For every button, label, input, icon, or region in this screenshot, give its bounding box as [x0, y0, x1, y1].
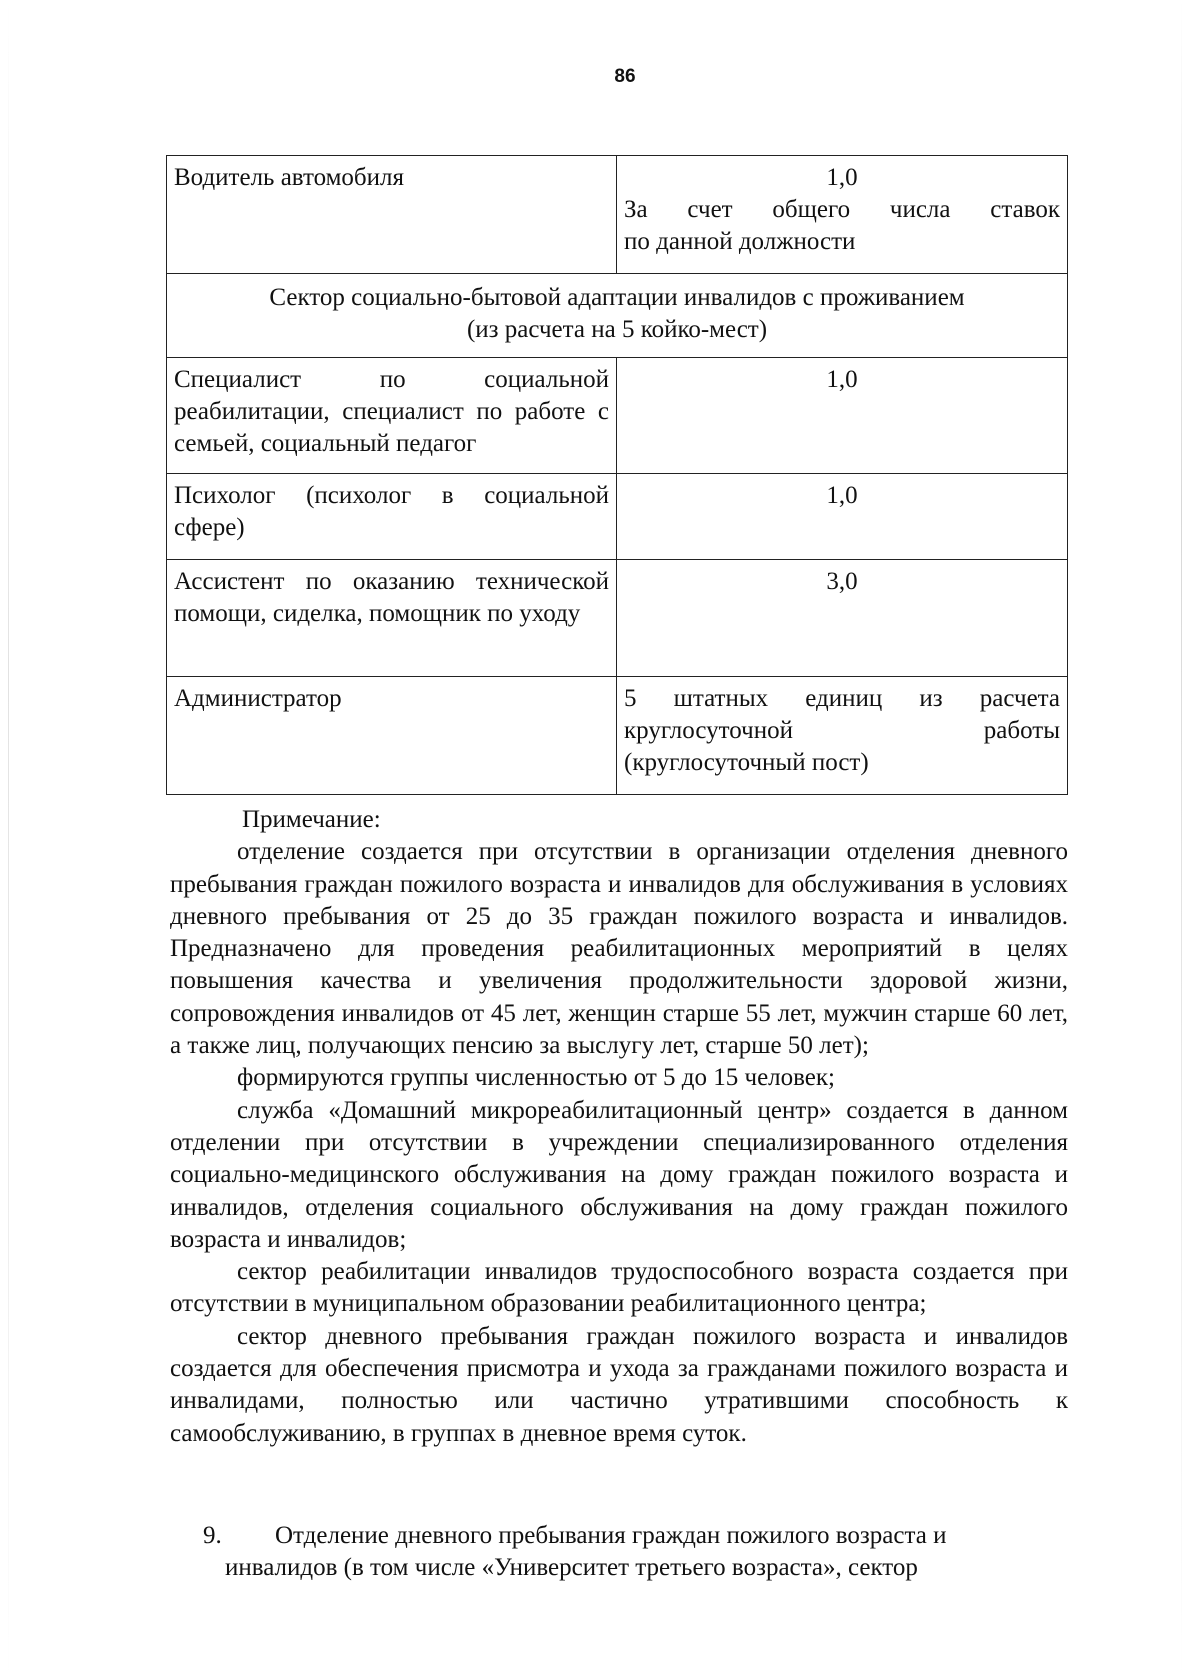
page-number: 86: [614, 66, 636, 87]
position-name: Администратор: [174, 685, 342, 712]
staff-value: 3,0: [826, 568, 858, 595]
note-paragraph: отделение создается при отсутствии в организации отделения дневного пребывания граждан пожилого возраста и инвалидов для обслуживания в условиях дневного пребывания от 25 до 35 граждан пожилого возраста и инвалидов. Предназначено для проведения реабилитационных мероприятий в целях повышения качества и увеличения продолжительности здоровой жизни, сопровождения инвалидов от 45 лет, женщин старше 55 лет, мужчин старше 60 лет, а также лиц, получающих пенсию за выслугу лет, старше 50 лет);: [170, 838, 1068, 1060]
section-heading-9: [203, 1520, 1063, 1584]
note-paragraph: служба «Домашний микрореабилитационный центр» создается в данном отделении при отсутствии в учреждении специализированного отделения социально-медицинского обслуживания на дому граждан пожилого возраста и инвалидов, отделения социального обслуживания на дому граждан пожилого возраста и инвалидов;: [170, 1096, 1068, 1253]
section-heading-cell: [167, 274, 1068, 358]
staff-value: 1,0: [826, 164, 858, 191]
table-row: [167, 156, 1068, 274]
table-row: [167, 474, 1068, 560]
table-row: [167, 358, 1068, 474]
section-heading-line1: Сектор социально-бытовой адаптации инвалидов с проживанием: [269, 284, 965, 311]
scan-edge-left: [8, 0, 9, 1678]
value-cell: [617, 560, 1068, 677]
notes-title: Примечание:: [242, 806, 381, 833]
value-cell: [617, 156, 1068, 274]
position-name: Ассистент по оказанию технической помощи, сиделка, помощник по уходу: [174, 568, 609, 627]
section-9-line1: [203, 1520, 1063, 1552]
section-heading-line2: (из расчета на 5 койко-мест): [466, 316, 768, 343]
staff-value: 1,0: [826, 482, 858, 509]
position-cell: [167, 156, 617, 274]
section-number: 9.: [203, 1522, 222, 1549]
table-row: [167, 560, 1068, 677]
value-cell: [617, 677, 1068, 795]
note-paragraph: сектор реабилитации инвалидов трудоспособного возраста создается при отсутствии в муниципальном образовании реабилитационного центра;: [170, 1258, 1068, 1318]
value-note-line2: по данной должности: [624, 228, 856, 255]
position-cell: [167, 560, 617, 677]
staff-value: 5 штатных единиц из расчета круглосуточной работы (круглосуточный пост): [624, 685, 1060, 776]
value-cell: [617, 358, 1068, 474]
staff-value: 1,0: [826, 366, 858, 393]
value-cell: [617, 474, 1068, 560]
staffing-table: [166, 155, 1068, 795]
notes-block: [170, 804, 1068, 1450]
note-paragraph: формируются группы численностью от 5 до 15 человек;: [237, 1064, 835, 1092]
position-name: Водитель автомобиля: [174, 164, 404, 191]
value-note-line1: За счет общего числа ставок: [624, 196, 1060, 223]
table-section-row: [167, 274, 1068, 358]
note-paragraph: сектор дневного пребывания граждан пожилого возраста и инвалидов создается для обеспечения присмотра и ухода за гражданами пожилого возраста и инвалидами, полностью или частично утратившими способность к самообслуживанию, в группах в дневное время суток.: [170, 1322, 1068, 1447]
section-title-line2: инвалидов (в том числе «Университет третьего возраста», сектор: [225, 1554, 918, 1581]
section-title-line1: Отделение дневного пребывания граждан пожилого возраста и: [275, 1522, 947, 1549]
position-name: Психолог (психолог в социальной сфере): [174, 482, 609, 541]
position-name: Специалист по социальной реабилитации, специалист по работе с семьей, социальный педагог: [174, 366, 609, 457]
position-cell: [167, 358, 617, 474]
position-cell: [167, 474, 617, 560]
position-cell: [167, 677, 617, 795]
table-row: [167, 677, 1068, 795]
scan-edge-right: [1181, 0, 1182, 1678]
